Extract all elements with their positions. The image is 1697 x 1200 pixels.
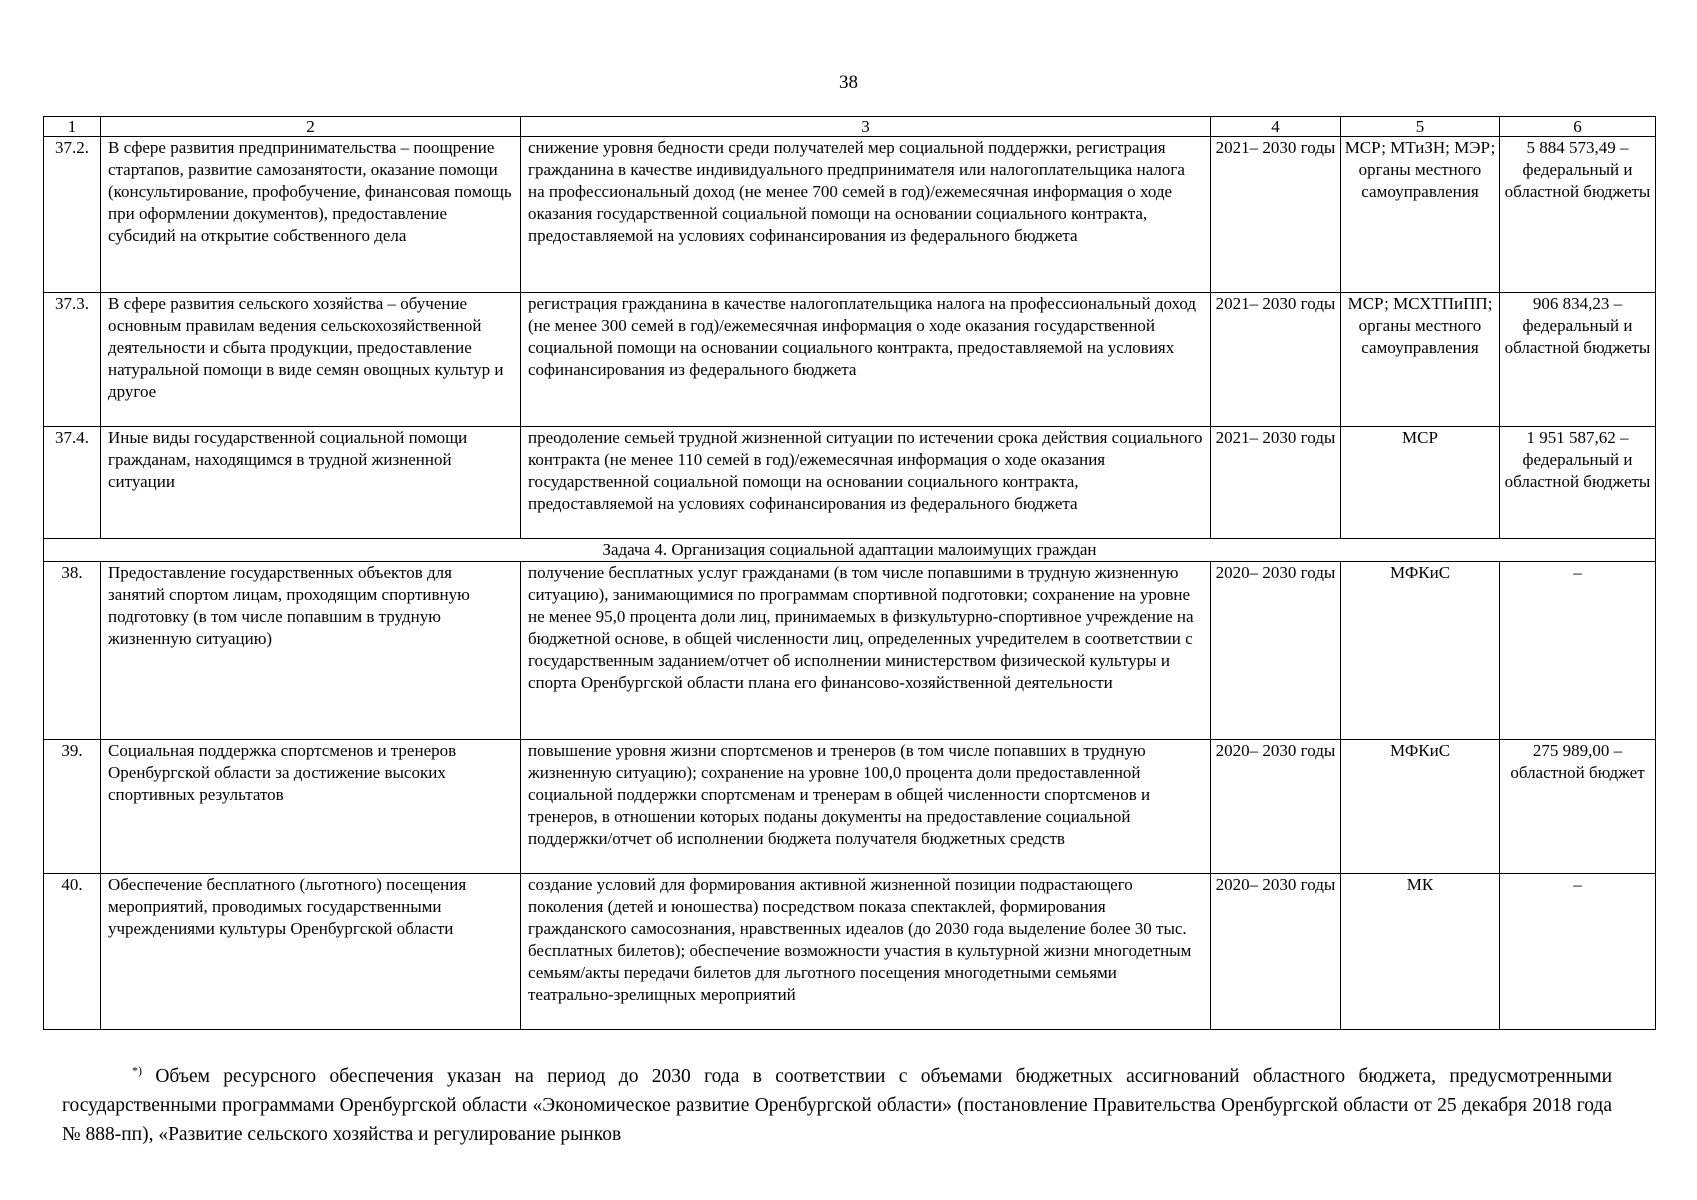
measure-name: Предоставление государственных объектов для занятий спортом лицам, проходящим спортивную подготовку (в том числе попавшим в трудную жизненную ситуацию): [101, 562, 521, 740]
measure-result: регистрация гражданина в качестве налогоплательщика налога на профессиональный доход (не менее 300 семей в год)/ежемесячная информация о ходе оказания государственной социальной помощи на основании социального контракта, предоставляемой на условиях софинансирования из федерального бюджета: [521, 293, 1211, 427]
table-row: [44, 874, 1656, 1030]
measure-executor: МСР; МСХТПиПП; органы местного самоуправления: [1341, 293, 1500, 427]
footnote-marker: *): [132, 1063, 142, 1078]
column-header: 2: [101, 117, 521, 137]
measure-executor: МФКиС: [1341, 740, 1500, 874]
row-number: 37.2.: [44, 137, 101, 293]
column-header: 5: [1341, 117, 1500, 137]
table-row: [44, 427, 1656, 539]
measure-funding: –: [1500, 874, 1656, 1030]
measure-result: повышение уровня жизни спортсменов и тренеров (в том числе попавших в трудную жизненную ситуацию); сохранение на уровне 100,0 процента доли предоставленной социальной поддержки спортсменам и тренерам в общей численности спортсменов и тренеров, в отношении которых поданы документы на предоставление социальной поддержки/отчет об исполнении бюджета получателя бюджетных средств: [521, 740, 1211, 874]
column-header: 3: [521, 117, 1211, 137]
measure-name: В сфере развития предпринимательства – поощрение стартапов, развитие самозанятости, оказание помощи (консультирование, профобучение, финансовая помощь при оформлении документов), предоставление субсидий на открытие собственного дела: [101, 137, 521, 293]
footnote-text: Объем ресурсного обеспечения указан на период до 2030 года в соответствии с объемами бюджетных ассигнований областного бюджета, предусмотренными государственными программами Оренбургской области «Экономическое развитие Оренбургской области» (постановление Правительства Оренбургской области от 25 декабря 2018 года № 888-пп), «Развитие сельского хозяйства и регулирование рынков: [62, 1066, 1613, 1145]
task-title: Задача 4. Организация социальной адаптации малоимущих граждан: [44, 539, 1656, 562]
table-row: [44, 562, 1656, 740]
column-header: 1: [44, 117, 101, 137]
measure-period: 2020– 2030 годы: [1211, 562, 1341, 740]
measures-table: [43, 116, 1656, 1030]
page-number: 38: [839, 72, 858, 93]
measure-name: Социальная поддержка спортсменов и тренеров Оренбургской области за достижение высоких спортивных результатов: [101, 740, 521, 874]
measure-period: 2021– 2030 годы: [1211, 427, 1341, 539]
measure-funding: 5 884 573,49 – федеральный и областной бюджеты: [1500, 137, 1656, 293]
measure-funding: –: [1500, 562, 1656, 740]
task-row: [44, 539, 1656, 562]
measure-executor: МСР; МТиЗН; МЭР; органы местного самоуправления: [1341, 137, 1500, 293]
measure-funding: 906 834,23 – федеральный и областной бюджеты: [1500, 293, 1656, 427]
measure-result: снижение уровня бедности среди получателей мер социальной поддержки, регистрация гражданина в качестве индивидуального предпринимателя или налогоплательщика налога на профессиональный доход (не менее 700 семей в год)/ежемесячная информация о ходе оказания государственной социальной помощи на основании социального контракта, предоставляемой на условиях софинансирования из федерального бюджета: [521, 137, 1211, 293]
measure-name: Иные виды государственной социальной помощи гражданам, находящимся в трудной жизненной ситуации: [101, 427, 521, 539]
measure-period: 2021– 2030 годы: [1211, 293, 1341, 427]
measure-period: 2021– 2030 годы: [1211, 137, 1341, 293]
measure-funding: 1 951 587,62 – федеральный и областной бюджеты: [1500, 427, 1656, 539]
table-header-row: [44, 117, 1656, 137]
measure-executor: МК: [1341, 874, 1500, 1030]
footnote: [62, 1062, 1612, 1149]
column-header: 4: [1211, 117, 1341, 137]
measure-result: получение бесплатных услуг гражданами (в том числе попавшими в трудную жизненную ситуацию), занимающимися по программам спортивной подготовки; сохранение на уровне не менее 95,0 процента доли лиц, принимаемых в физкультурно-спортивное учреждение на бюджетной основе, в общей численности лиц, определенных учредителем в соответствии с государственным заданием/отчет об исполнении министерством физической культуры и спорта Оренбургской области плана его финансово-хозяйственной деятельности: [521, 562, 1211, 740]
row-number: 37.4.: [44, 427, 101, 539]
measure-period: 2020– 2030 годы: [1211, 874, 1341, 1030]
column-header: 6: [1500, 117, 1656, 137]
row-number: 39.: [44, 740, 101, 874]
measure-executor: МФКиС: [1341, 562, 1500, 740]
measure-executor: МСР: [1341, 427, 1500, 539]
row-number: 37.3.: [44, 293, 101, 427]
measure-result: создание условий для формирования активной жизненной позиции подрастающего поколения (детей и юношества) посредством показа спектаклей, формирования гражданского самосознания, нравственных идеалов (до 2030 года выделение более 30 тыс. бесплатных билетов); обеспечение возможности участия в культурной жизни многодетным семьям/акты передачи билетов для льготного посещения многодетными семьями театрально-зрелищных мероприятий: [521, 874, 1211, 1030]
table-row: [44, 137, 1656, 293]
measure-period: 2020– 2030 годы: [1211, 740, 1341, 874]
measure-name: В сфере развития сельского хозяйства – обучение основным правилам ведения сельскохозяйственной деятельности и сбыта продукции, предоставление натуральной помощи в виде семян овощных культур и другое: [101, 293, 521, 427]
measure-result: преодоление семьей трудной жизненной ситуации по истечении срока действия социального контракта (не менее 110 семей в год)/ежемесячная информация о ходе оказания государственной социальной помощи на основании социального контракта, предоставляемой на условиях софинансирования из федерального бюджета: [521, 427, 1211, 539]
measure-funding: 275 989,00 – областной бюджет: [1500, 740, 1656, 874]
row-number: 38.: [44, 562, 101, 740]
row-number: 40.: [44, 874, 101, 1030]
table-row: [44, 740, 1656, 874]
measure-name: Обеспечение бесплатного (льготного) посещения мероприятий, проводимых государственными учреждениями культуры Оренбургской области: [101, 874, 521, 1030]
table-row: [44, 293, 1656, 427]
